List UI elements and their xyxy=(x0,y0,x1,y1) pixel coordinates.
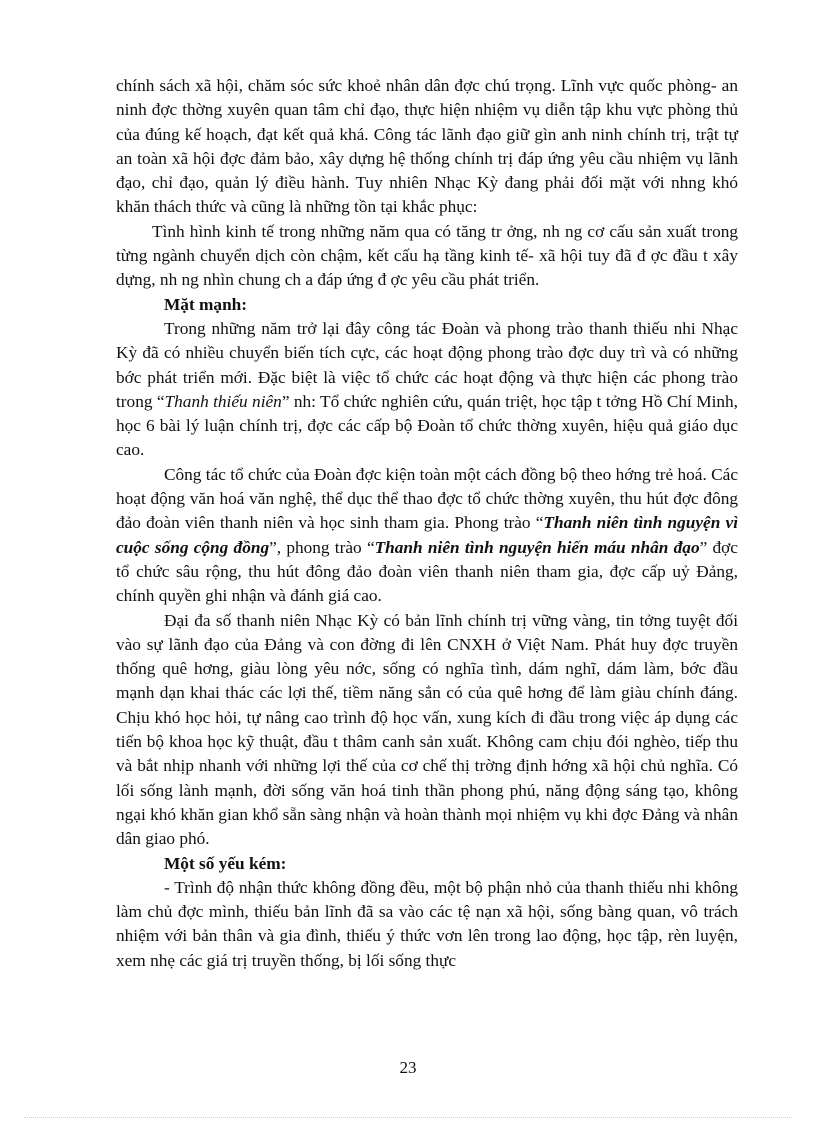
heading-weaknesses: Một số yếu kém: xyxy=(164,853,287,873)
paragraph-1: chính sách xã hội, chăm sóc sức khoẻ nhân dân đợc chú trọng. Lĩnh vực quốc phòng- an ninh đợc thờng xuyên quan tâm chỉ đạo, thực hiện nhiệm vụ diễn tập khu vực phòng thủ của đúng kế hoạch, đạt kết quả khá. Công tác lãnh đạo giữ gìn anh ninh chính trị, trật tự an toàn xã hội đợc đảm bảo, xây dựng hệ thống chính trị đáp ứng yêu cầu nhiệm vụ lãnh đạo, chỉ đạo, quản lý điều hành. Tuy nhiên Nhạc Kỳ đang phải đối mặt với nhng khó khăn thách thức và cũng là những tồn tại khắc phục: xyxy=(116,76,738,217)
paragraph-4-c: ” đợc tổ chức sâu rộng, thu hút đông đảo đoàn viên thanh niên tham gia, đợc cấp uỷ Đảng, chính quyền ghi nhận và đánh giá cao. xyxy=(116,537,738,606)
paragraph-3 xyxy=(116,317,738,463)
paragraph-2: Tình hình kinh tế trong những năm qua có tăng tr ởng, nh ng cơ cấu sản xuất trong từng ngành chuyển dịch còn chậm, kết cấu hạ tầng kinh tế- xã hội tuy đã đ ợc đầu t xây dựng, nh ng nhìn chung ch a đáp ứng đ ợc yêu cầu phát triển. xyxy=(116,221,738,290)
paragraph-4-b: ”, phong trào “ xyxy=(269,537,375,557)
page-number: 23 xyxy=(399,1058,417,1077)
paragraph-3-end: ” nh: Tổ chức nghiên cứu, quán triệt, học tập t tởng Hồ Chí Minh, học 6 bài lý luận chính trị, đợc các cấp bộ Đoàn tổ chức thờng xuyên, hiệu quả giáo dục cao. xyxy=(116,391,739,460)
paragraph-3-text: Trong những năm trở lại đây công tác Đoàn và phong trào thanh thiếu nhi Nhạc Kỳ đã có nhiều chuyển biến tích cực, các hoạt động phong trào đợc duy trì và có những bớc phát triển mới. Đặc biệt là việc tổ chức các hoạt động và thực hiện các phong trào trong “ xyxy=(116,318,738,411)
page-bottom-divider xyxy=(24,1117,792,1118)
paragraph-5: Đại đa số thanh niên Nhạc Kỳ có bản lĩnh chính trị vững vàng, tin tởng tuyệt đối vào sự lãnh đạo của Đảng và con đờng đi lên CNXH ở Việt Nam. Phát huy đợc truyền thống quê hơng, giàu lòng yêu nớc, sống có nghĩa tình, dám nghĩ, dám làm, bớc đầu mạnh dạn khai thác các lợi thế, tiềm năng sẳn có của quê hơng để làm giàu chính đáng. Chịu khó học hỏi, tự nâng cao trình độ học vấn, xung kích đi đầu trong việc áp dụng các tiến bộ khoa học kỹ thuật, đầu t thâm canh sản xuất. Không cam chịu đói nghèo, tiếp thu và bắt nhịp nhanh với những lợi thế của cơ chế thị trờng định hớng xã hội chủ nghĩa. Có lối sống lành mạnh, đời sống văn hoá tinh thần phong phú, năng động sáng tạo, không ngại khó khăn gian khổ sẵn sàng nhận và hoàn thành mọi nhiệm vụ khi đợc Đảng và nhân dân giao phó. xyxy=(116,610,738,849)
paragraph-3-italic: Thanh thiếu niên xyxy=(164,391,282,411)
paragraph-4-a: Công tác tổ chức của Đoàn đợc kiện toàn một cách đồng bộ theo hớng trẻ hoá. Các hoạt động văn hoá văn nghệ, thể dục thể thao đợc tổ chức thờng xuyên, thu hút đợc đông đảo đoàn viên thanh niên và học sinh tham gia. Phong trào “ xyxy=(116,464,738,533)
paragraph-4 xyxy=(116,463,738,609)
movement-name-1: Thanh niên tình nguyện vì cuộc sống cộng đồng xyxy=(116,513,738,557)
heading-strengths: Mặt mạnh: xyxy=(164,294,248,314)
movement-name-2: Thanh niên tình nguyện hiến máu nhân đạo xyxy=(374,537,700,557)
page-body xyxy=(116,74,738,973)
paragraph-6: - Trình độ nhận thức không đồng đều, một bộ phận nhỏ của thanh thiếu nhi không làm chủ đợc mình, thiếu bản lĩnh đã sa vào các tệ nạn xã hội, sống bàng quan, vô trách nhiệm với bản thân và gia đình, thiếu ý thức vơn lên trong lao động, học tập, rèn luyện, xem nhẹ các giá trị truyền thống, bị lối sống thực xyxy=(116,877,738,970)
